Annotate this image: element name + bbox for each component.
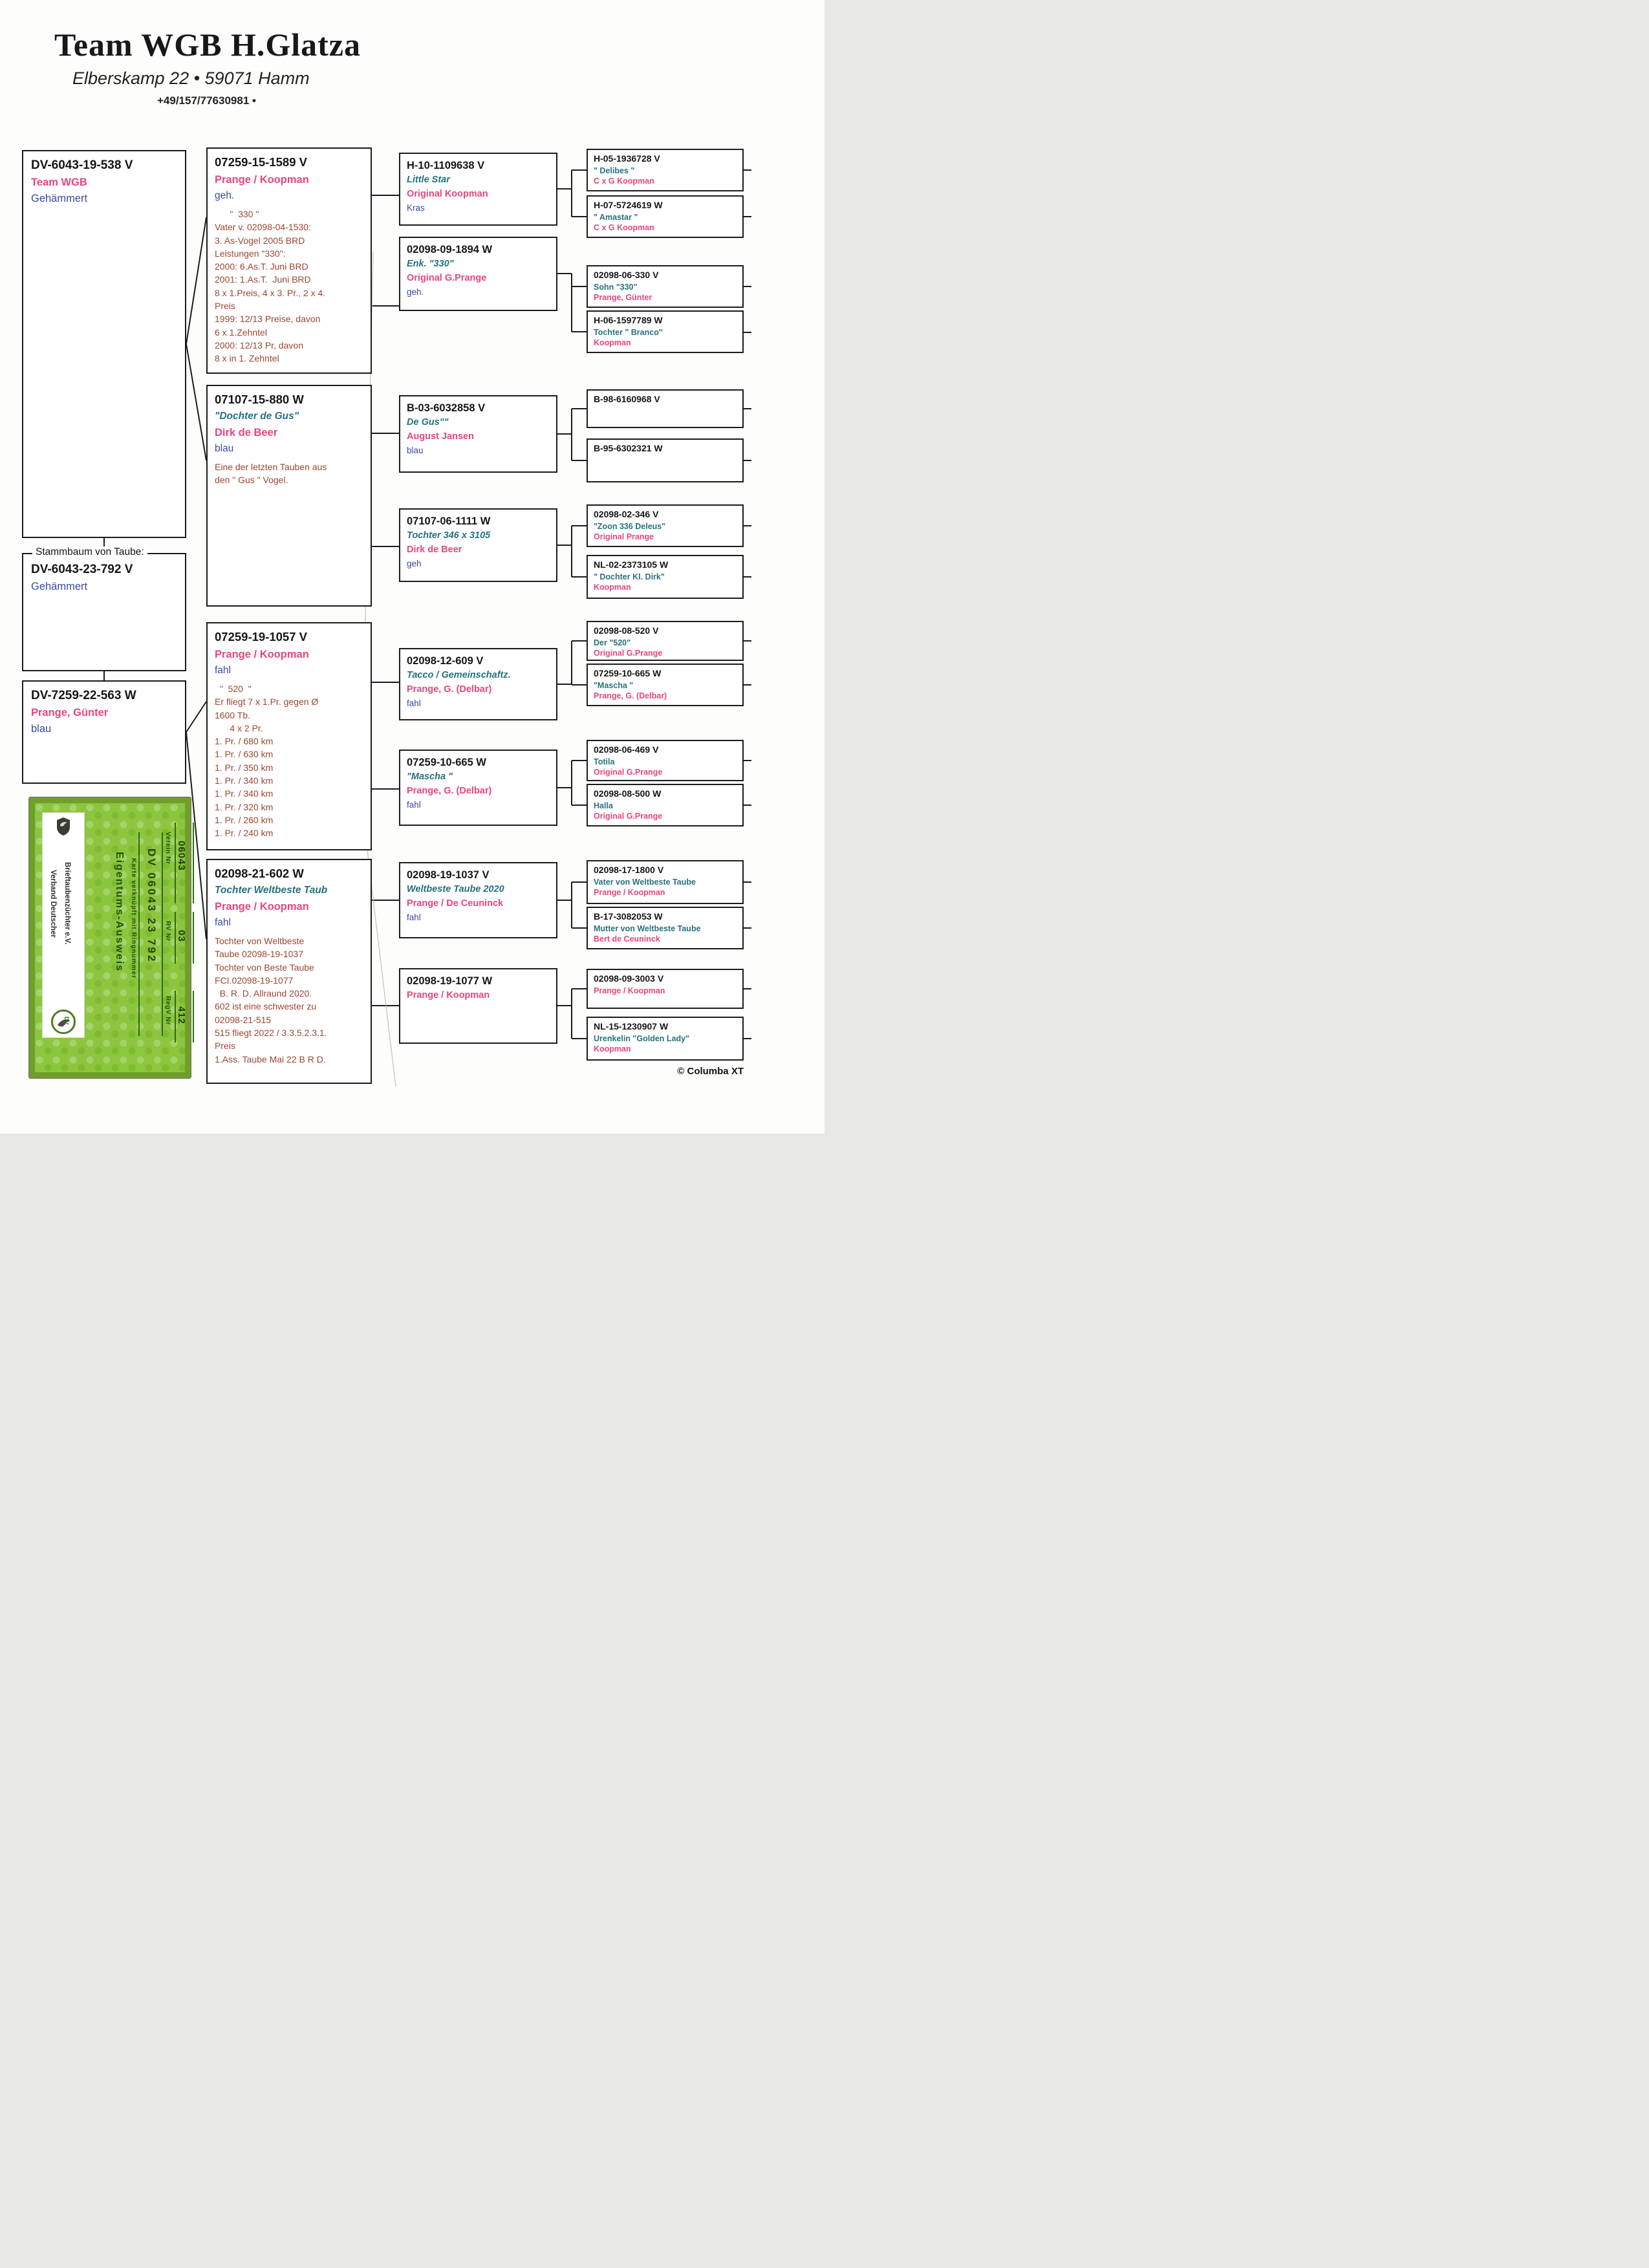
feather-color: fahl: [407, 698, 421, 708]
note-line: Tochter von Beste Taube: [215, 962, 314, 973]
feather-color: geh: [407, 558, 422, 568]
breeder-name: Prange / Koopman: [594, 986, 665, 995]
bird-name: Tochter 346 x 3105: [407, 530, 491, 541]
note-line: Vater v. 02098-04-1530:: [215, 222, 311, 233]
breeder-address: Elberskamp 22 • 59071 Hamm: [72, 69, 310, 88]
ring-number: 02098-21-602 W: [215, 867, 304, 880]
ring-number: 02098-19-1037 V: [407, 869, 490, 881]
pedigree-box-gen4-5: [587, 389, 744, 428]
ring-number: 02098-19-1077 W: [407, 975, 493, 987]
bird-name: "Dochter de Gus": [215, 410, 299, 422]
note-line: " 520 ": [215, 683, 252, 694]
breeder-name: C x G Koopman: [594, 177, 654, 186]
feather-color: Kras: [407, 202, 425, 213]
breeder-name: Prange / Koopman: [215, 173, 309, 186]
ring-number: 02098-08-500 W: [594, 788, 662, 799]
note-line: 8 x 1.Preis, 4 x 3. Pr., 2 x 4.: [215, 287, 326, 298]
dv-logo-icon: [51, 1010, 76, 1034]
association-name-line2: Brieftaubenzüchter e.V.: [63, 862, 71, 945]
feather-color: fahl: [215, 665, 231, 676]
card-rule: [193, 912, 194, 964]
breeder-name: Prange, G. (Delbar): [407, 785, 492, 796]
note-line: 1. Pr. / 320 km: [215, 801, 274, 812]
performance-notes: [215, 460, 363, 487]
card-subtitle: Karte verknüpft mit Ringnummer: [130, 858, 137, 979]
pedigree-box-father: [22, 150, 186, 538]
note-line: 1. Pr. / 340 km: [215, 775, 274, 786]
feather-color: fahl: [215, 917, 231, 929]
ring-number: 07259-15-1589 V: [215, 155, 307, 169]
ring-number: 02098-17-1800 V: [594, 865, 664, 875]
card-ring-number: DV 06043 23 792: [146, 848, 158, 964]
pedigree-box-gen3-8: [399, 968, 557, 1044]
bird-name: Tochter " Branco": [594, 327, 663, 337]
pedigree-box-gen3-5: [399, 648, 557, 720]
note-line: Eine der letzten Tauben aus: [215, 461, 327, 472]
pedigree-box-mother: [22, 680, 186, 784]
feather-color: Gehämmert: [31, 580, 88, 592]
note-line: 1. Pr. / 680 km: [215, 736, 274, 747]
bird-name: Weltbeste Taube 2020: [407, 884, 504, 895]
ring-number: B-17-3082053 W: [594, 911, 663, 922]
breeder-name: Prange / Koopman: [594, 888, 665, 898]
card-rule: [193, 991, 194, 1042]
feather-color: fahl: [407, 799, 421, 810]
performance-notes: [215, 934, 363, 1066]
ring-number: H-07-5724619 W: [594, 200, 663, 210]
ring-number: B-98-6160968 V: [594, 394, 660, 404]
ring-number: DV-7259-22-563 W: [31, 689, 136, 702]
pedigree-box-gen2-sire1: [206, 147, 372, 374]
ring-number: B-95-6302321 W: [594, 443, 663, 453]
field-label-rv-nr: RV Nr: [164, 921, 172, 942]
pedigree-box-gen3-2: [399, 237, 557, 311]
ring-number: 07107-15-880 W: [215, 393, 304, 406]
pedigree-box-gen4-8: [587, 555, 744, 599]
ring-number: 02098-09-1894 W: [407, 244, 493, 255]
ring-number: 02098-06-330 V: [594, 270, 659, 280]
pedigree-page: [0, 0, 824, 1134]
note-line: Leistungen "330":: [215, 248, 286, 259]
bird-name: "Mascha ": [594, 680, 634, 690]
bird-name: Totila: [594, 757, 615, 766]
feather-color: blau: [407, 445, 424, 455]
pedigree-box-gen4-14: [587, 907, 744, 949]
pedigree-box-gen4-10: [587, 664, 744, 706]
breeder-name: C x G Koopman: [594, 223, 654, 233]
breeder-name: Prange / Koopman: [215, 900, 309, 913]
breeder-name: Original Koopman: [407, 188, 488, 199]
performance-notes: [215, 682, 363, 826]
breeder-name: Dirk de Beer: [407, 544, 462, 555]
pedigree-box-gen4-3: [587, 265, 744, 308]
feather-color: Gehämmert: [31, 193, 88, 205]
pedigree-box-gen3-1: [399, 153, 557, 226]
bird-name: Little Star: [407, 175, 450, 186]
ring-number: H-06-1597789 W: [594, 315, 663, 325]
note-line: B. R. D. Allraund 2020.: [215, 988, 312, 999]
note-line: den " Gus " Vogel.: [215, 475, 288, 486]
ring-number: NL-02-2373105 W: [594, 559, 669, 570]
feather-color: geh.: [215, 190, 235, 202]
breeder-name: Bert de Ceuninck: [594, 934, 660, 944]
breeder-name: Dirk de Beer: [215, 426, 278, 438]
subject-box: [22, 546, 186, 671]
note-line: 1600 Tb.: [215, 709, 251, 720]
page-title: Team WGB H.Glatza: [54, 27, 361, 63]
bird-name: Halla: [594, 801, 613, 810]
card-rule: [138, 832, 140, 1036]
bird-name: " Dochter Kl. Dirk": [594, 572, 665, 581]
note-line: 2000: 12/13 Pr, davon: [215, 340, 303, 351]
breeder-name: Prange / Koopman: [407, 990, 490, 1001]
pedigree-box-gen2-sire2: [206, 622, 372, 850]
pedigree-box-gen2-dam2: [206, 859, 372, 1084]
association-name-line1: Verband Deutscher: [49, 870, 57, 938]
pedigree-box-gen4-4: [587, 310, 744, 353]
card-rule: [162, 832, 163, 1036]
pedigree-box-gen4-6: [587, 438, 744, 482]
pedigree-box-gen4-7: [587, 504, 744, 547]
feather-color: geh.: [407, 286, 424, 297]
ring-number: B-03-6032858 V: [407, 402, 486, 414]
ring-number: 02098-12-609 V: [407, 655, 484, 667]
breeder-name: August Jansen: [407, 431, 474, 442]
note-line: Er fliegt 7 x 1.Pr. gegen Ø: [215, 697, 319, 707]
bird-name: " Amastar ": [594, 212, 638, 222]
bird-name: "Zoon 336 Deleus": [594, 521, 666, 531]
field-label-regv-nr: RegV Nr: [164, 996, 172, 1025]
breeder-name: Koopman: [594, 1044, 631, 1054]
field-value-rv-nr: 03: [176, 930, 187, 942]
pedigree-box-gen3-4: [399, 508, 557, 582]
pedigree-box-gen4-11: [587, 740, 744, 781]
bird-name: De Gus"": [407, 417, 449, 428]
bird-name: "Mascha ": [407, 772, 453, 783]
pedigree-box-gen4-9: [587, 621, 744, 661]
svg-text:DV: DV: [63, 1016, 70, 1025]
bird-name: Enk. "330": [407, 259, 454, 270]
note-line: FCI.02098-19-1077: [215, 975, 294, 986]
note-line-clipped: 8 x in 1. Zehntel: [215, 353, 279, 364]
note-line: 1. Pr. / 340 km: [215, 788, 274, 799]
note-line: Tochter von Weltbeste: [215, 935, 305, 946]
feather-color: blau: [215, 443, 234, 455]
breeder-name: Prange, G. (Delbar): [407, 684, 492, 695]
note-line: 02098-21-515: [215, 1014, 272, 1025]
pedigree-box-gen2-dam1: [206, 385, 372, 607]
pedigree-box-gen4-13: [587, 860, 744, 904]
breeder-name: Prange / De Ceuninck: [407, 898, 504, 909]
breeder-phone: +49/157/77630981 •: [157, 94, 256, 107]
feather-color: blau: [31, 723, 52, 735]
pedigree-box-gen4-1: [587, 149, 744, 191]
field-value-verein-nr: 06043: [176, 841, 187, 871]
breeder-name: Prange, Günter: [31, 706, 109, 718]
ownership-card: [28, 797, 191, 1079]
pedigree-box-gen3-6: [399, 750, 557, 826]
performance-notes: [215, 208, 363, 352]
note-line: 1999: 12/13 Preise, davon: [215, 314, 321, 325]
bird-name: Der "520": [594, 638, 631, 647]
software-copyright: © Columba XT: [677, 1066, 744, 1077]
ring-number: 07259-19-1057 V: [215, 630, 307, 643]
bird-name: Tochter Weltbeste Taub: [215, 884, 328, 896]
ring-number: 07107-06-1111 W: [407, 515, 491, 527]
breeder-name: Original G.Prange: [594, 768, 663, 777]
pedigree-box-gen4-12: [587, 784, 744, 826]
note-line: Preis: [215, 301, 235, 312]
subject-legend: Stammbaum von Taube:: [32, 546, 147, 558]
breeder-name: Original Prange: [594, 532, 654, 542]
breeder-name: Original G.Prange: [407, 272, 487, 283]
note-line: 515 fliegt 2022 / 3.3.5.2.3.1.: [215, 1028, 327, 1039]
ring-number: DV-6043-23-792 V: [31, 563, 133, 576]
note-line: 1. Pr. / 630 km: [215, 749, 274, 760]
ring-number: 02098-02-346 V: [594, 509, 659, 519]
note-line: 602 ist eine schwester zu: [215, 1001, 317, 1012]
note-line: 1. Pr. / 350 km: [215, 762, 274, 773]
ring-number: 07259-10-665 W: [594, 668, 662, 678]
breeder-name: Koopman: [594, 583, 631, 592]
note-line: 6 x 1.Zehntel: [215, 327, 267, 338]
ring-number: 07259-10-665 W: [407, 757, 486, 768]
ring-number: H-10-1109638 V: [407, 160, 485, 171]
note-line: 2000: 6.As.T. Juni BRD: [215, 261, 308, 272]
ring-number: 02098-09-3003 V: [594, 973, 664, 984]
note-line: 1. Pr. / 260 km: [215, 814, 274, 825]
pedigree-box-gen3-7: [399, 862, 557, 938]
bird-name: Tacco / Gemeinschaftz.: [407, 670, 511, 681]
note-line: 1.Ass. Taube Mai 22 B R D.: [215, 1053, 326, 1064]
note-line: 2001: 1.As.T. Juni BRD: [215, 274, 311, 285]
association-crest-icon: [56, 817, 71, 836]
bird-name: Vater von Weltbeste Taube: [594, 877, 696, 887]
note-line: 4 x 2 Pr.: [215, 722, 263, 733]
bird-name: " Delibes ": [594, 166, 635, 175]
ring-number: 02098-06-469 V: [594, 744, 659, 755]
ring-number: H-05-1936728 V: [594, 153, 660, 164]
pedigree-box-gen4-15: [587, 969, 744, 1009]
ring-number: DV-6043-19-538 V: [31, 158, 133, 172]
note-line: 3. As-Vogel 2005 BRD: [215, 235, 305, 246]
breeder-name: Prange, G. (Delbar): [594, 691, 667, 701]
breeder-name: Koopman: [594, 338, 631, 348]
pedigree-box-gen4-16: [587, 1017, 744, 1061]
field-value-regv-nr: 412: [176, 1006, 187, 1025]
breeder-name: Prange / Koopman: [215, 648, 309, 660]
pedigree-box-gen4-2: [587, 195, 744, 238]
card-rule: [193, 823, 194, 903]
card-title: Eigentums-Ausweis: [114, 852, 125, 973]
note-line: " 330 ": [215, 208, 259, 219]
bird-name: Urenkelin "Golden Lady": [594, 1033, 689, 1043]
note-line: Preis: [215, 1041, 235, 1052]
breeder-name: Original G.Prange: [594, 812, 663, 821]
feather-color: fahl: [407, 912, 421, 922]
ring-number: NL-15-1230907 W: [594, 1021, 669, 1031]
bird-name: Sohn "330": [594, 282, 638, 292]
card-white-strip: [42, 812, 85, 1038]
note-line: Taube 02098-19-1037: [215, 949, 304, 960]
bird-name: Mutter von Weltbeste Taube: [594, 923, 701, 933]
breeder-name: Prange, Günter: [594, 293, 652, 303]
pedigree-box-gen3-3: [399, 395, 557, 473]
note-line-clipped: 1. Pr. / 240 km: [215, 828, 274, 839]
ring-number: 02098-08-520 V: [594, 625, 659, 636]
bird-name: Team WGB: [31, 176, 87, 188]
field-label-verein-nr: Verein Nr: [164, 832, 172, 865]
breeder-name: Original G.Prange: [594, 649, 663, 658]
